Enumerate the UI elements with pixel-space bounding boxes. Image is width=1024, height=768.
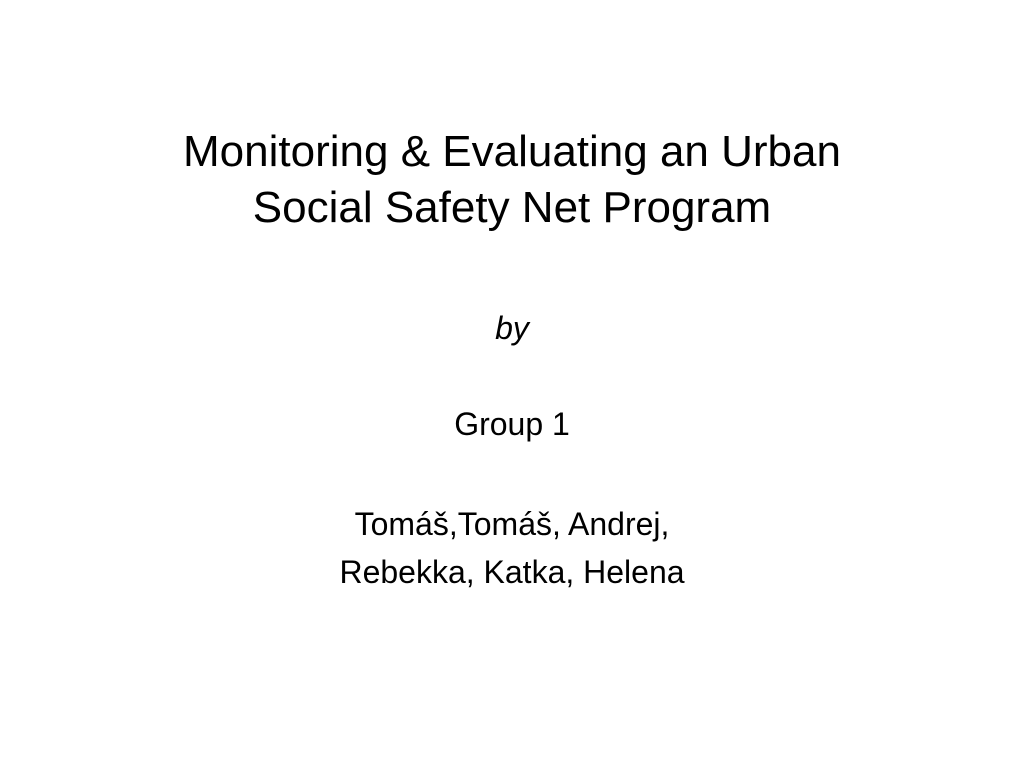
author-line-2: Rebekka, Katka, Helena: [339, 554, 685, 590]
author-line-1: Tomáš,Tomáš, Andrej,: [354, 506, 670, 542]
group-label: Group 1: [454, 406, 570, 442]
byline: by: [495, 310, 529, 346]
slide-title-line-1: Monitoring & Evaluating an Urban: [183, 127, 841, 176]
slide-title: [0, 124, 1024, 236]
author-list: [0, 500, 1024, 596]
slide-title-line-2: Social Safety Net Program: [252, 183, 772, 232]
